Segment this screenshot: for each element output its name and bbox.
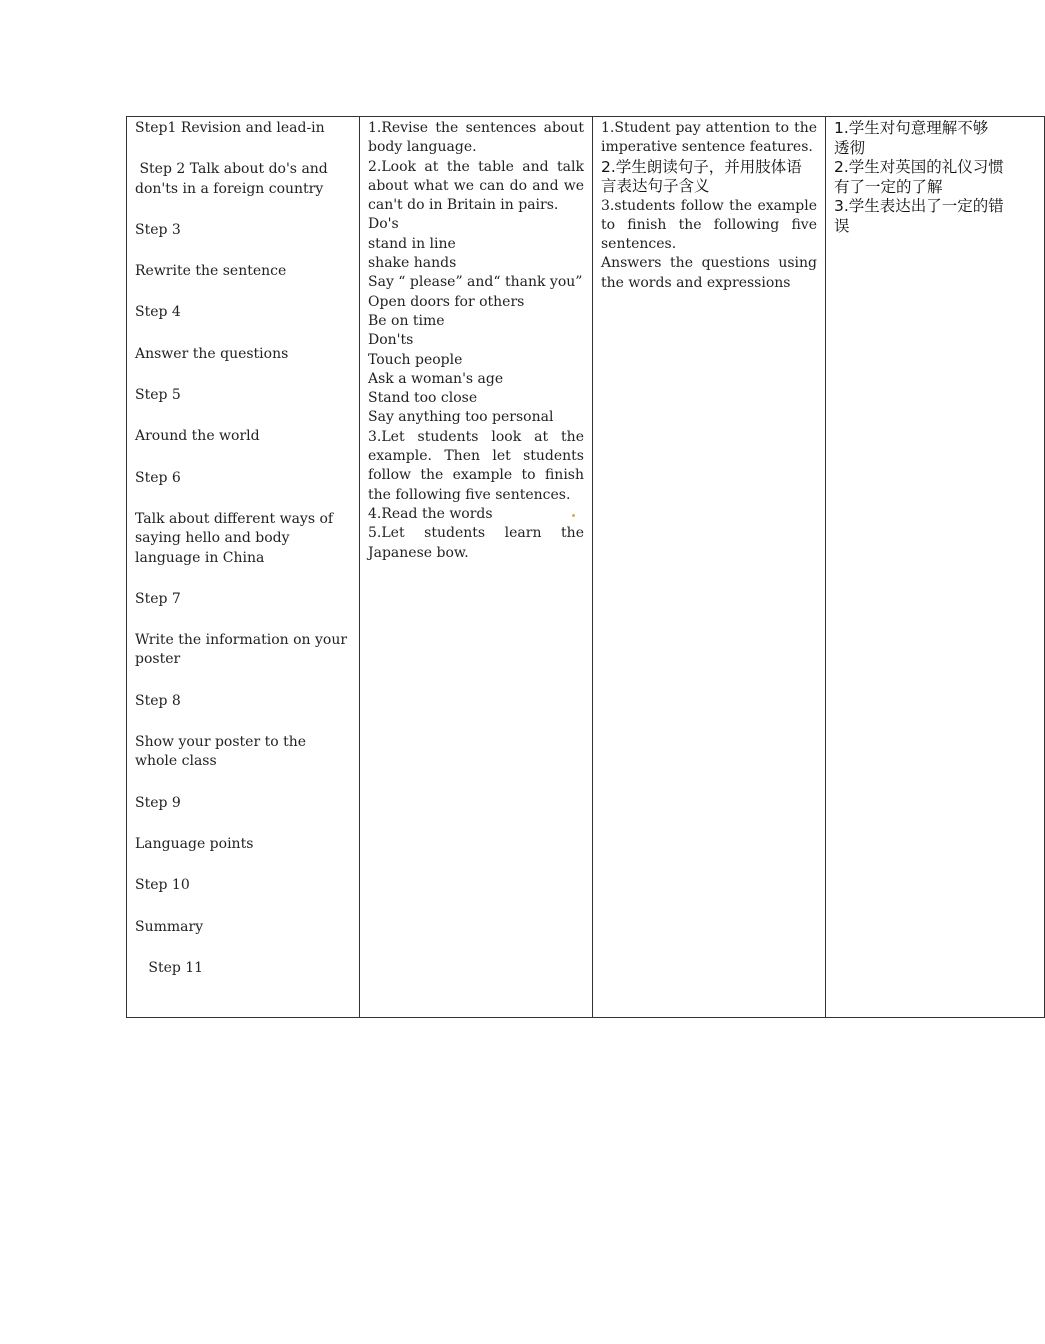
donts-item: Ask a woman's age (368, 370, 504, 387)
teacher-item-1: 1.Revise the sentences about body language. (368, 120, 584, 156)
dos-item: Be on time (368, 312, 445, 329)
student-item-1: 1.Student pay attention to the imperative sentence features. (601, 120, 817, 156)
step-item: Step 6 (135, 469, 181, 486)
intent-line: 有了一定的了解 (834, 177, 943, 196)
table-row (127, 117, 1045, 1018)
design-intent-column (826, 117, 1045, 1018)
donts-item: Touch people (368, 351, 463, 368)
teacher-item-4: 4.Read the words (368, 505, 493, 522)
teacher-item-3: 3.Let students look at the example. Then let students follow the example to finish the following five sentences. (368, 428, 584, 503)
step-item: Step1 Revision and lead-in (135, 120, 325, 136)
student-item-2: 2.学生朗读句子，并用肢体语言表达句子含义 (601, 157, 802, 196)
intent-line: 误 (834, 216, 850, 235)
student-item-4: Answers the questions using the words and expressions (601, 255, 817, 291)
student-item-3: 3.students follow the example to finish the following five sentences. (601, 197, 817, 253)
intent-line: 1.学生对句意理解不够 (834, 119, 989, 137)
intent-line: 2.学生对英国的礼仪习惯 (834, 158, 1004, 176)
donts-item: Stand too close (368, 390, 478, 407)
donts-item: Say anything too personal (368, 409, 554, 426)
dos-item: Say “ please” and“ thank you” (368, 274, 583, 291)
dos-heading: Do's (368, 216, 399, 233)
step-item: Language points (135, 835, 254, 852)
step-item: Step 11 (135, 959, 204, 976)
step-item: Write the information on your poster (135, 632, 352, 668)
step-item: Answer the questions (135, 345, 289, 362)
dos-item: stand in line (368, 235, 456, 252)
step-item: Step 9 (135, 794, 181, 811)
teacher-item-2: 2.Look at the table and talk about what we can do and we can't do in Britain in pairs. (368, 158, 584, 214)
dos-item: Open doors for others (368, 293, 525, 310)
intent-line: 透彻 (834, 138, 866, 157)
dos-item: shake hands (368, 255, 457, 272)
intent-line: 3.学生表达出了一定的错 (834, 197, 1004, 215)
step-item: Step 4 (135, 304, 181, 321)
donts-heading: Don'ts (368, 332, 414, 349)
teacher-item-5: 5.Let students learn the Japanese bow. (368, 525, 584, 561)
steps-column (127, 117, 360, 1018)
stray-mark (572, 514, 575, 517)
step-item: Step 10 (135, 877, 190, 894)
step-item: Step 5 (135, 387, 181, 404)
teacher-activities-column (360, 117, 593, 1018)
step-item: Step 3 (135, 221, 181, 238)
step-item: Talk about different ways of saying hello and body language in China (135, 510, 338, 566)
lesson-plan-table (126, 116, 1045, 1018)
step-item: Around the world (135, 428, 260, 445)
step-item: Step 7 (135, 590, 181, 607)
step-item: Step 8 (135, 692, 181, 709)
step-item: Show your poster to the whole class (135, 734, 311, 770)
step-item: Step 2 Talk about do's and don'ts in a foreign country (135, 161, 333, 197)
student-activities-column (593, 117, 826, 1018)
step-item: Summary (135, 918, 204, 935)
step-item: Rewrite the sentence (135, 263, 287, 280)
